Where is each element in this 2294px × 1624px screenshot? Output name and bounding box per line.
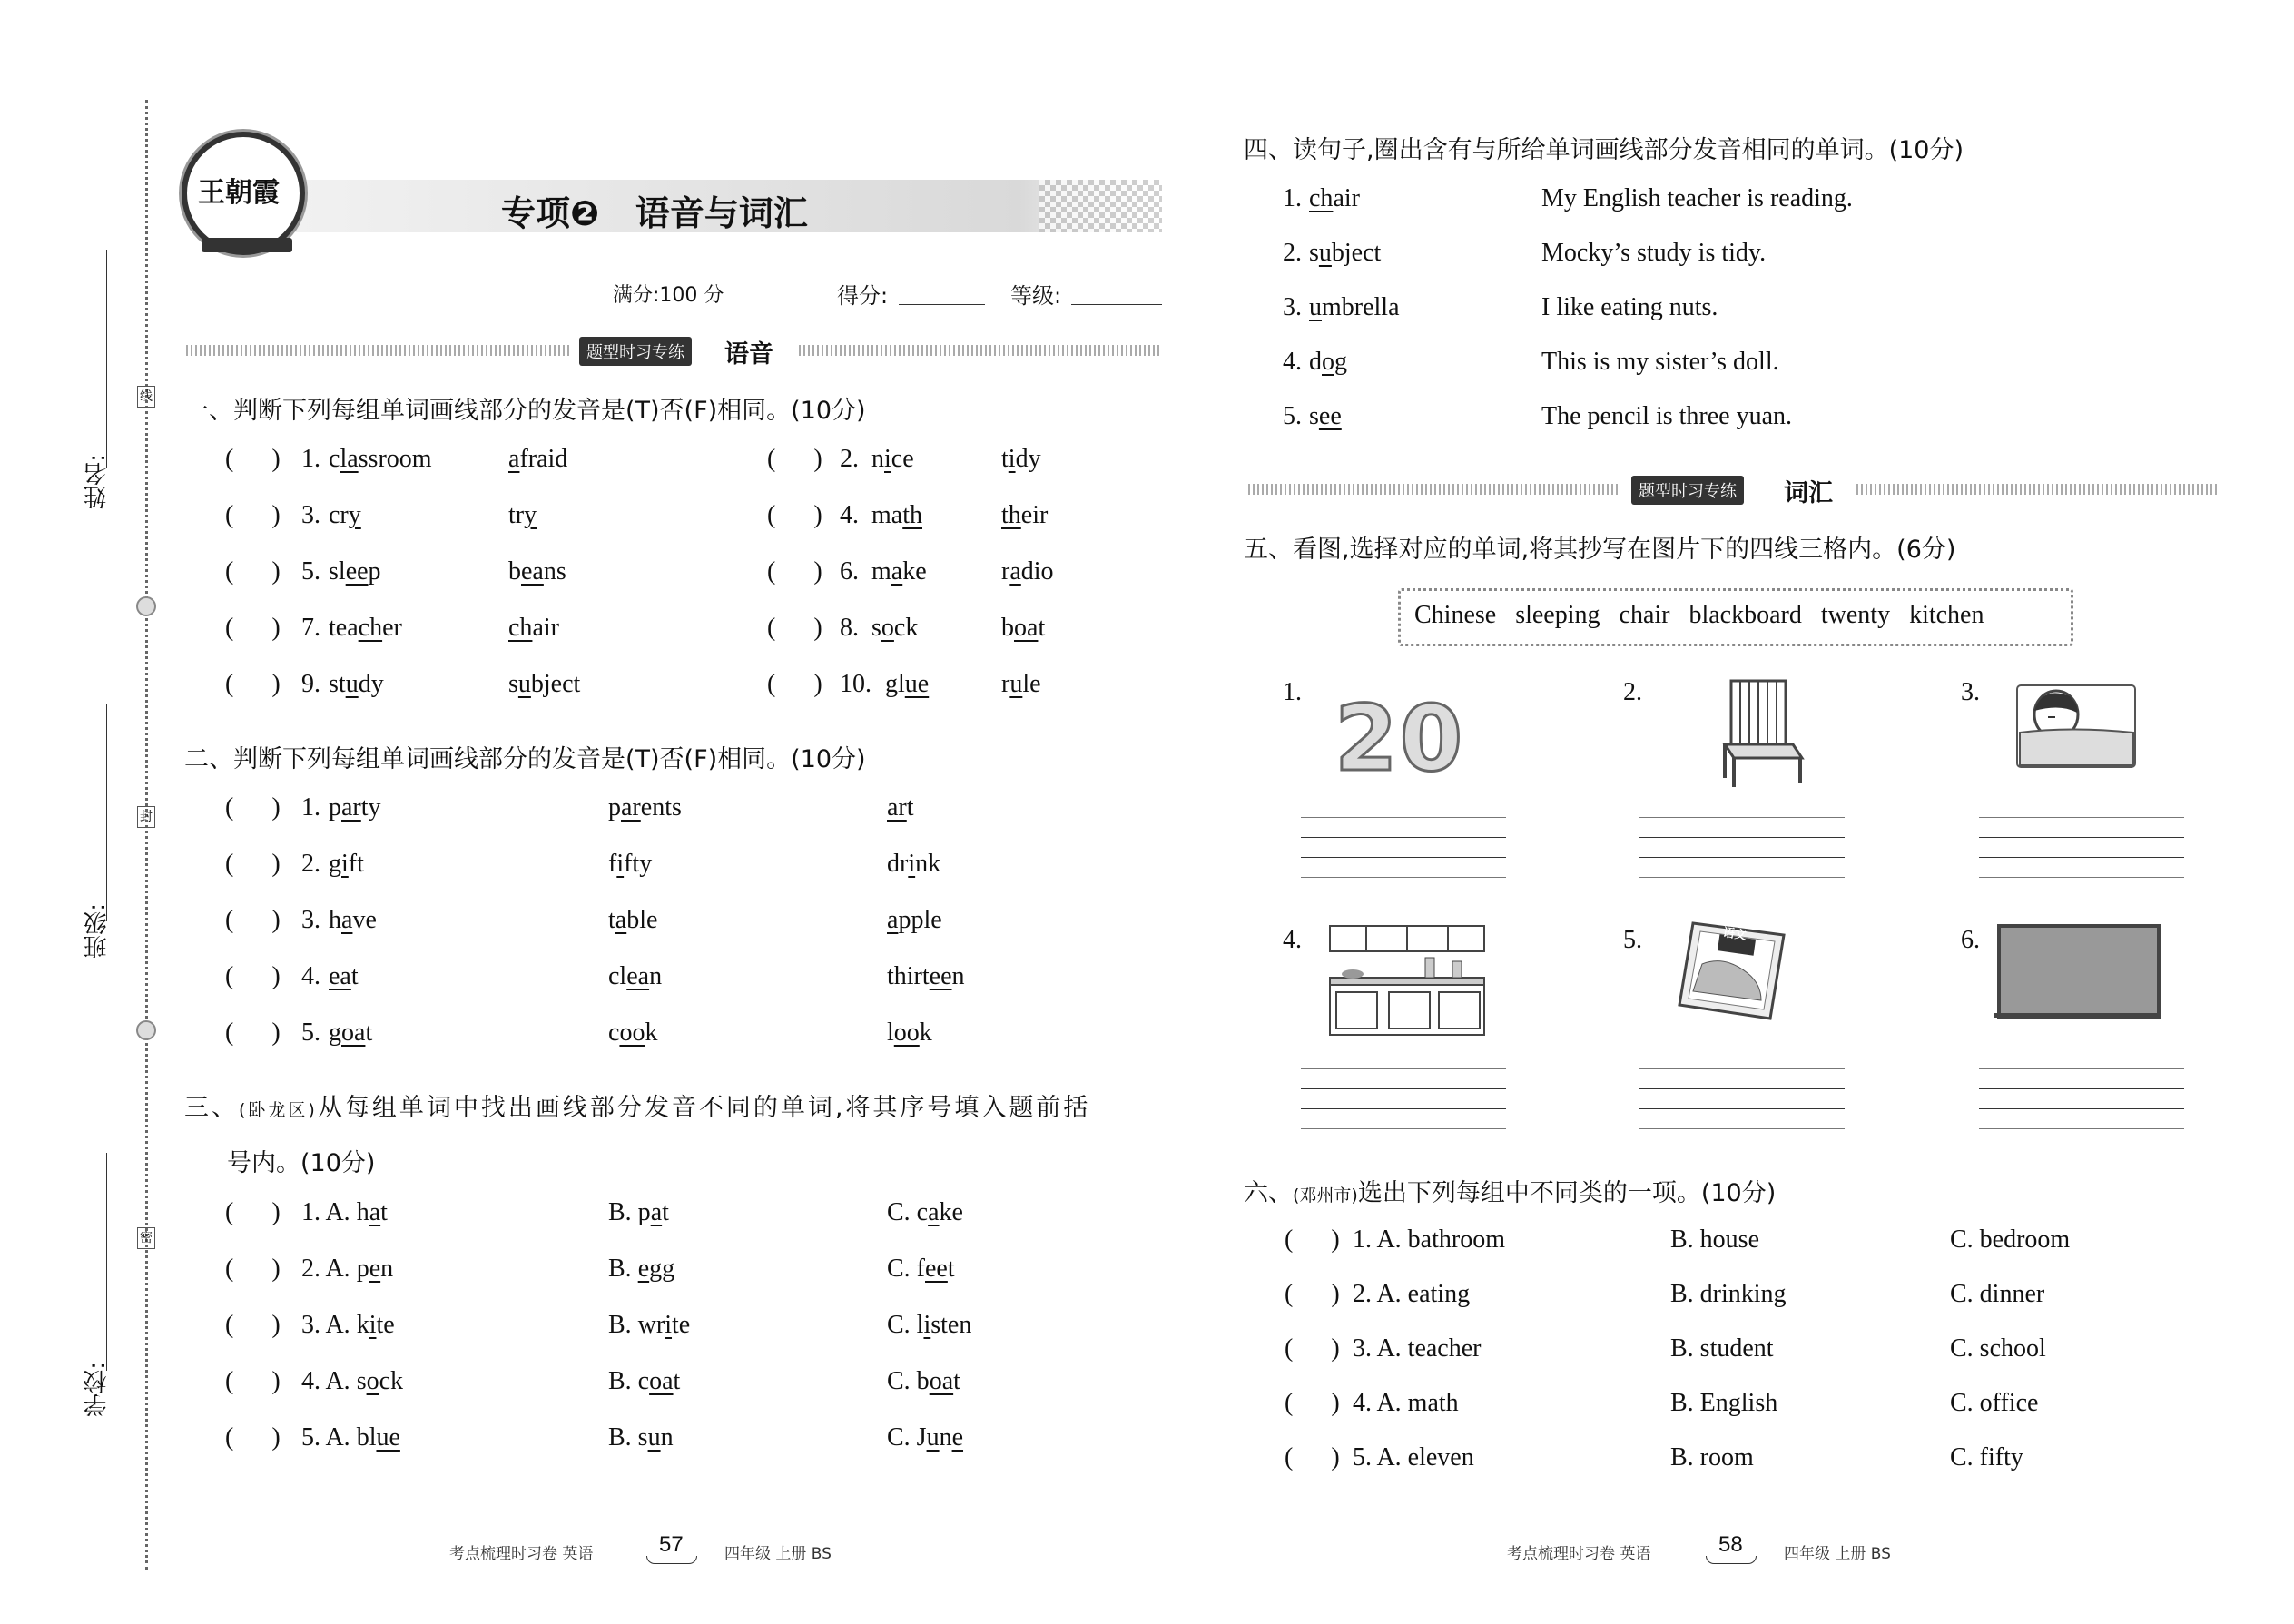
s3-option-b: B. egg	[608, 1255, 675, 1283]
answer-blank[interactable]: ( )	[225, 962, 281, 990]
sleeping-boy-icon	[2015, 676, 2138, 781]
s1-word-a: sleep	[329, 557, 381, 586]
s6-option-c: C. dinner	[1950, 1280, 2045, 1308]
s2-word-a: party	[329, 793, 381, 822]
binding-mark-1: 线	[137, 386, 155, 408]
s1-num-2: 2.	[840, 445, 859, 473]
s4-sentence: This is my sister’s doll.	[1541, 348, 1779, 376]
s1-num-2: 10.	[840, 670, 871, 698]
section-6-title	[1244, 1173, 1776, 1208]
s4-word: dog	[1309, 348, 1347, 376]
s3-option-a: 4. A. sock	[301, 1367, 404, 1395]
pic-num-5: 5.	[1623, 926, 1642, 954]
s4-word: see	[1309, 402, 1342, 430]
s2-num: 4.	[301, 962, 320, 990]
logo-ribbon	[202, 238, 292, 252]
grade-field[interactable]	[1071, 304, 1162, 305]
s6-option-b: B. drinking	[1670, 1280, 1787, 1308]
answer-blank[interactable]: ( )	[225, 906, 281, 934]
pic5-text: 语文	[1721, 926, 1748, 943]
s4-word: umbrella	[1309, 293, 1400, 321]
s2-word-c: drink	[887, 850, 941, 878]
s6-option-a: 4. A. math	[1353, 1389, 1459, 1417]
pic-num-6: 6.	[1961, 926, 1980, 954]
s1-word-d: their	[1001, 501, 1049, 529]
s2-word-c: thirteen	[887, 962, 965, 990]
s6-option-b: B. house	[1670, 1225, 1759, 1254]
answer-blank[interactable]: ( )	[225, 1423, 281, 1452]
s1-word-b: beans	[508, 557, 566, 586]
s4-num: 1.	[1283, 184, 1302, 212]
s1-word-d: boat	[1001, 614, 1046, 642]
s6-option-a: 5. A. eleven	[1353, 1443, 1474, 1471]
answer-blank[interactable]: ( )	[225, 501, 281, 529]
s6-option-b: B. student	[1670, 1334, 1774, 1363]
section-4-title: 四、读句子,圈出含有与所给单词画线部分发音相同的单词。(10分)	[1244, 136, 1964, 164]
s6-option-b: B. room	[1670, 1443, 1754, 1471]
s3-option-a: 2. A. pen	[301, 1255, 394, 1283]
s1-word-a: study	[329, 670, 384, 698]
s2-word-b: parents	[608, 793, 682, 822]
s3-region: (卧龙区)	[239, 1100, 318, 1120]
s1-word-c: sock	[871, 614, 919, 642]
answer-blank[interactable]: ( )	[767, 557, 822, 586]
chair-icon	[1711, 676, 1811, 790]
writing-lines-5[interactable]	[1639, 1068, 1845, 1128]
s2-word-c: art	[887, 793, 914, 822]
s1-num-2: 8.	[840, 614, 859, 642]
s4-num: 5.	[1283, 402, 1302, 430]
footer-left-grade: 四年级 上册 BS	[724, 1545, 832, 1563]
answer-blank[interactable]: ( )	[225, 557, 281, 586]
title-number: ❷	[570, 193, 600, 233]
score-field[interactable]	[899, 304, 985, 305]
writing-lines-2[interactable]	[1639, 817, 1845, 877]
pic-num-1: 1.	[1283, 678, 1302, 706]
answer-blank[interactable]: ( )	[225, 850, 281, 878]
writing-lines-4[interactable]	[1301, 1068, 1506, 1128]
s1-word-c: glue	[885, 670, 930, 698]
s1-num: 5.	[301, 557, 320, 586]
s3-num: 4. A.	[301, 1367, 350, 1395]
s2-word-a: eat	[329, 962, 359, 990]
answer-blank[interactable]: ( )	[1285, 1225, 1340, 1254]
s3-option-c: C. feet	[887, 1255, 955, 1283]
s3-num: 1. A.	[301, 1198, 350, 1226]
kitchen-icon	[1325, 921, 1489, 1039]
s4-sentence: I like eating nuts.	[1541, 293, 1718, 321]
s6-region: (邓州市)	[1293, 1186, 1358, 1206]
s2-word-a: goat	[329, 1019, 373, 1047]
answer-blank[interactable]: ( )	[225, 1019, 281, 1047]
binding-mark-3: 密	[137, 1227, 155, 1249]
class-label: 班级:	[84, 903, 111, 959]
blackboard-tray	[1994, 1013, 2161, 1018]
s4-word: subject	[1309, 239, 1382, 267]
answer-blank[interactable]: ( )	[1285, 1280, 1340, 1308]
footer-right-page: 58	[1718, 1532, 1743, 1557]
footer-left-page: 57	[659, 1532, 684, 1557]
section-1-title: 一、判断下列每组单词画线部分的发音是(T)否(F)相同。(10分)	[184, 397, 866, 425]
phonics-heading: 语音	[724, 340, 773, 369]
school-line[interactable]	[106, 1153, 107, 1371]
s1-word-a: cry	[329, 501, 361, 529]
footer-left-text: 考点梳理时习卷 英语	[449, 1545, 594, 1563]
s4-num: 4.	[1283, 348, 1302, 376]
s2-word-a: have	[329, 906, 377, 934]
vocab-tag: 题型时习专练	[1631, 476, 1744, 505]
s1-word-c: math	[871, 501, 922, 529]
writing-lines-6[interactable]	[1979, 1068, 2184, 1128]
s6-prefix: 六、	[1244, 1179, 1293, 1207]
s2-word-a: gift	[329, 850, 364, 878]
title-prefix: 专项	[501, 193, 571, 233]
s6-option-c: C. school	[1950, 1334, 2046, 1363]
s3-option-c: C. June	[887, 1423, 964, 1452]
full-score: 满分:100 分	[613, 284, 724, 307]
s3-option-a: 1. A. hat	[301, 1198, 388, 1226]
s6-option-b: B. English	[1670, 1389, 1778, 1417]
s2-num: 3.	[301, 906, 320, 934]
section-5-title: 五、看图,选择对应的单词,将其抄写在图片下的四线三格内。(6分)	[1244, 536, 1956, 564]
s2-word-b: table	[608, 906, 658, 934]
answer-blank[interactable]: ( )	[767, 445, 822, 473]
footer-right-grade: 四年级 上册 BS	[1784, 1545, 1891, 1563]
s4-num: 2.	[1283, 239, 1302, 267]
pic1-text: 20	[1334, 685, 1465, 792]
s3-num: 5. A.	[301, 1423, 350, 1452]
answer-blank[interactable]: ( )	[225, 1255, 281, 1283]
s3-option-c: C. boat	[887, 1367, 960, 1395]
answer-blank[interactable]: ( )	[767, 670, 822, 698]
s1-word-d: tidy	[1001, 445, 1041, 473]
s1-num: 3.	[301, 501, 320, 529]
answer-blank[interactable]: ( )	[1285, 1389, 1340, 1417]
s2-num: 2.	[301, 850, 320, 878]
s3-option-c: C. cake	[887, 1198, 963, 1226]
s1-word-b: chair	[508, 614, 559, 642]
pic-num-3: 3.	[1961, 678, 1980, 706]
phonics-tag: 题型时习专练	[579, 337, 692, 366]
s2-word-b: clean	[608, 962, 663, 990]
s1-word-c: make	[871, 557, 927, 586]
name-line[interactable]	[106, 250, 107, 468]
s3-option-b: B. sun	[608, 1423, 674, 1452]
footer-right-text: 考点梳理时习卷 英语	[1507, 1545, 1651, 1563]
s3-option-b: B. pat	[608, 1198, 669, 1226]
s6-title-text: 选出下列每组中不同类的一项。(10分)	[1357, 1179, 1777, 1207]
s1-num: 1.	[301, 445, 320, 473]
vocab-rule-right	[1856, 484, 2220, 495]
s1-num-2: 4.	[840, 501, 859, 529]
binding-dot-2	[136, 1020, 156, 1040]
section-3-title-line2: 号内。(10分)	[227, 1149, 376, 1177]
s3-num: 2. A.	[301, 1255, 350, 1283]
page-title	[501, 185, 808, 235]
s1-word-a: classroom	[329, 445, 432, 473]
s4-sentence: The pencil is three yuan.	[1541, 402, 1793, 430]
s2-num: 5.	[301, 1019, 320, 1047]
s3-option-b: B. write	[608, 1311, 691, 1339]
pic-num-4: 4.	[1283, 926, 1302, 954]
s6-option-a: 3. A. teacher	[1353, 1334, 1482, 1363]
s3-prefix: 三、	[184, 1094, 239, 1122]
answer-blank[interactable]: ( )	[225, 793, 281, 822]
section-3-title	[184, 1088, 1090, 1123]
answer-blank[interactable]: ( )	[225, 1198, 281, 1226]
vocab-heading: 词汇	[1784, 479, 1833, 507]
vocab-rule-left	[1248, 484, 1620, 495]
s1-num-2: 6.	[840, 557, 859, 586]
answer-blank[interactable]: ( )	[225, 445, 281, 473]
word-bank: Chinese sleeping chair blackboard twenty kitchen	[1414, 601, 1984, 629]
s6-option-c: C. bedroom	[1950, 1225, 2071, 1254]
s1-word-b: subject	[508, 670, 581, 698]
s3-title-text: 从每组单词中找出画线部分发音不同的单词,将其序号填入题前括	[317, 1094, 1091, 1122]
s6-option-c: C. office	[1950, 1389, 2039, 1417]
answer-blank[interactable]: ( )	[767, 501, 822, 529]
s1-word-d: rule	[1001, 670, 1041, 698]
answer-blank[interactable]: ( )	[225, 1311, 281, 1339]
section-2-title: 二、判断下列每组单词画线部分的发音是(T)否(F)相同。(10分)	[184, 745, 866, 773]
school-label: 学校:	[84, 1362, 111, 1417]
s1-word-a: teacher	[329, 614, 402, 642]
s6-option-a: 1. A. bathroom	[1353, 1225, 1505, 1254]
footer-right-bracket	[1706, 1556, 1757, 1564]
s1-num: 9.	[301, 670, 320, 698]
answer-blank[interactable]: ( )	[225, 1367, 281, 1395]
banner-checker-pattern	[1039, 180, 1162, 232]
s1-word-b: try	[508, 501, 537, 529]
writing-lines-3[interactable]	[1979, 817, 2184, 877]
s2-word-b: cook	[608, 1019, 658, 1047]
binding-dotted-line	[145, 100, 148, 1570]
s6-option-a: 2. A. eating	[1353, 1280, 1471, 1308]
phonics-rule-right	[799, 345, 1162, 356]
s1-word-c: nice	[871, 445, 914, 473]
s1-word-b: afraid	[508, 445, 568, 473]
s3-option-c: C. listen	[887, 1311, 972, 1339]
s4-sentence: Mocky’s study is tidy.	[1541, 239, 1767, 267]
answer-blank[interactable]: ( )	[1285, 1334, 1340, 1363]
title-text: 语音与词汇	[635, 193, 808, 233]
s2-word-b: fifty	[608, 850, 653, 878]
s2-word-c: apple	[887, 906, 942, 934]
s3-option-b: B. coat	[608, 1367, 681, 1395]
answer-blank[interactable]: ( )	[767, 614, 822, 642]
s3-option-a: 3. A. kite	[301, 1311, 395, 1339]
twenty-number-icon	[1334, 685, 1464, 792]
s3-option-a: 5. A. blue	[301, 1423, 400, 1452]
logo-text: 王朝霞	[198, 177, 280, 209]
pic-num-2: 2.	[1623, 678, 1642, 706]
s4-word: chair	[1309, 184, 1360, 212]
s4-sentence: My English teacher is reading.	[1541, 184, 1853, 212]
s1-num: 7.	[301, 614, 320, 642]
s3-num: 3. A.	[301, 1311, 350, 1339]
s2-word-c: look	[887, 1019, 932, 1047]
footer-left-bracket	[646, 1556, 697, 1564]
s1-word-d: radio	[1001, 557, 1054, 586]
phonics-rule-left	[186, 345, 572, 356]
class-line[interactable]	[106, 704, 107, 921]
name-label: 姓名:	[84, 454, 111, 509]
s4-num: 3.	[1283, 293, 1302, 321]
writing-lines-1[interactable]	[1301, 817, 1506, 877]
s2-num: 1.	[301, 793, 320, 822]
answer-blank[interactable]: ( )	[225, 670, 281, 698]
blackboard-icon	[1997, 924, 2161, 1019]
score-label: 得分:	[837, 283, 889, 309]
answer-blank[interactable]: ( )	[1285, 1443, 1340, 1471]
answer-blank[interactable]: ( )	[225, 614, 281, 642]
s6-option-c: C. fifty	[1950, 1443, 2023, 1471]
grade-label: 等级:	[1010, 283, 1062, 309]
binding-dot-1	[136, 596, 156, 616]
binding-mark-2: 封	[137, 806, 155, 828]
